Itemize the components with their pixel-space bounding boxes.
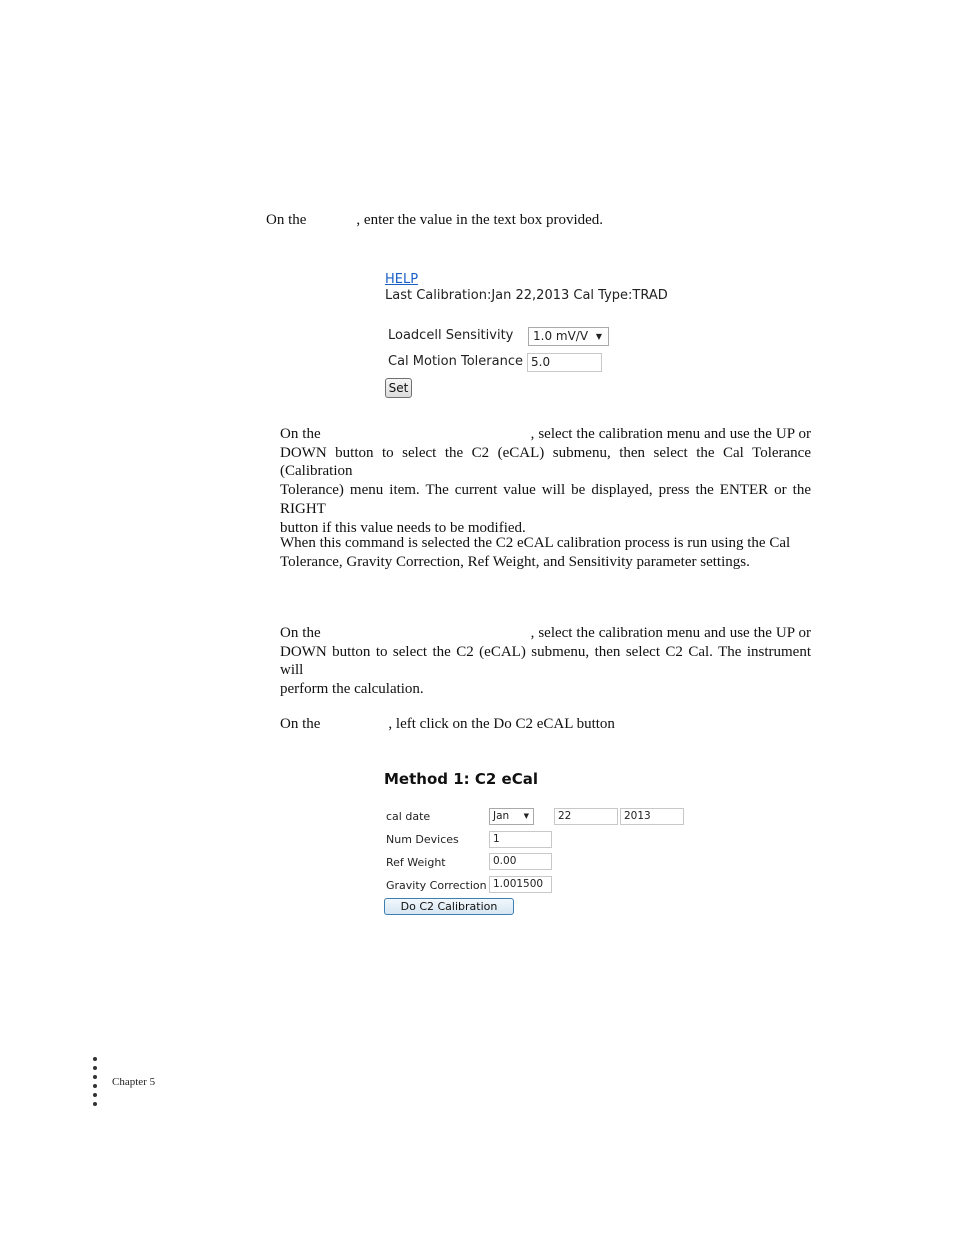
ref-weight-label: Ref Weight	[386, 856, 446, 869]
front1-line-4: button if this value needs to be modified.	[280, 519, 526, 536]
chevron-down-icon: ▼	[523, 812, 529, 820]
web-lead: On the	[280, 716, 321, 732]
month-select[interactable]	[489, 808, 534, 825]
last-calibration-text: Last Calibration:Jan 22,2013 Cal Type:TRAD	[385, 288, 668, 303]
loadcell-sensitivity-select[interactable]	[528, 327, 609, 346]
front1-tail: , select the calibration menu and use the UP or	[530, 426, 811, 442]
ref-weight-input[interactable]: 0.00	[489, 853, 552, 870]
dot-3	[93, 1075, 97, 1079]
num-devices-label: Num Devices	[386, 833, 459, 846]
front2-line-1	[280, 624, 811, 643]
front1-line-3: Tolerance) menu item. The current value will be displayed, press the ENTER or the RIGHT	[280, 482, 811, 517]
web-tail: , left click on the Do C2 eCAL button	[388, 716, 615, 732]
dot-5	[93, 1093, 97, 1097]
front-panel-paragraph-1	[280, 425, 811, 537]
cal-motion-tolerance-input[interactable]: 5.0	[527, 353, 602, 372]
intro-paragraph	[266, 211, 603, 230]
gravity-correction-label: Gravity Correction	[386, 879, 487, 892]
chapter-label: Chapter 5	[112, 1076, 156, 1088]
intro-tail: , enter the value in the text box provided.	[356, 212, 604, 228]
front-panel-paragraph-2	[280, 624, 811, 699]
front2-tail: , select the calibration menu and use the UP or	[530, 625, 811, 641]
gravity-correction-input[interactable]: 1.001500	[489, 876, 552, 893]
loadcell-sensitivity-label: Loadcell Sensitivity	[388, 328, 514, 343]
front1-lead: On the	[280, 426, 321, 442]
month-value: Jan	[493, 810, 510, 822]
front2-line-3: perform the calculation.	[280, 681, 424, 698]
dot-1	[93, 1057, 97, 1061]
desc-line-2: Tolerance, Gravity Correction, Ref Weight, and Sensitivity parameter settings.	[280, 553, 750, 570]
do-c2-calibration-button[interactable]: Do C2 Calibration	[384, 898, 514, 915]
dot-4	[93, 1084, 97, 1088]
cal-motion-tolerance-label: Cal Motion Tolerance	[388, 354, 523, 369]
help-link[interactable]: HELP	[385, 272, 419, 287]
chevron-down-icon: ▼	[595, 332, 602, 341]
web-paragraph	[280, 715, 615, 734]
set-button[interactable]: Set	[385, 378, 412, 398]
desc-line-1: When this command is selected the C2 eCAL calibration process is run using the Cal	[280, 535, 791, 551]
front2-line-2: DOWN button to select the C2 (eCAL) submenu, then select C2 Cal. The instrument will	[280, 643, 811, 679]
dot-6	[93, 1102, 97, 1106]
description-paragraph	[280, 534, 811, 571]
front1-line-1	[280, 425, 811, 444]
front2-lead: On the	[280, 625, 321, 641]
num-devices-input[interactable]: 1	[489, 831, 552, 848]
year-input[interactable]: 2013	[620, 808, 684, 825]
intro-lead: On the	[266, 212, 307, 228]
day-input[interactable]: 22	[554, 808, 618, 825]
c2-ecal-title: Method 1: C2 eCal	[384, 770, 538, 788]
cal-date-label: cal date	[386, 810, 431, 823]
front1-line-2: DOWN button to select the C2 (eCAL) submenu, then select the Cal Tolerance (Calibration	[280, 444, 811, 480]
loadcell-sensitivity-value: 1.0 mV/V	[533, 329, 589, 343]
dot-2	[93, 1066, 97, 1070]
